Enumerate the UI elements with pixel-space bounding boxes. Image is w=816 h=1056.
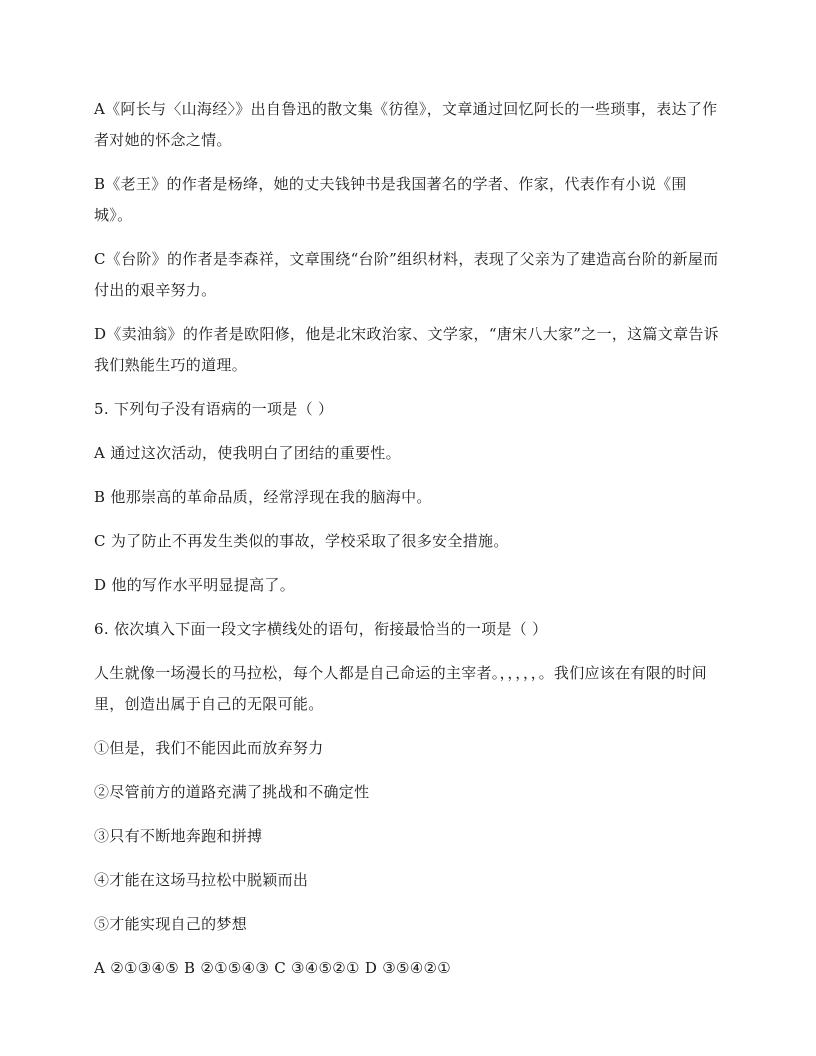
q6-sentence-4: ④才能在这场马拉松中脱颖而出 [94, 871, 309, 889]
q4-option-c: C《台阶》的作者是李森祥，文章围绕“台阶”组织材料，表现了父亲为了建造高台阶的新屋而付出的艰辛努力。 [94, 250, 719, 299]
q6-sentence-1: ①但是，我们不能因此而放弃努力 [94, 739, 324, 757]
q5-option-d: D 他的写作水平明显提高了。 [94, 576, 295, 594]
document-page [94, 94, 724, 997]
q5-stem: 5. 下列句子没有语病的一项是（ ） [94, 400, 334, 418]
q5-option-c: C 为了防止不再发生类似的事故，学校采取了很多安全措施。 [94, 532, 509, 550]
q6-answer-options: A ②①③④⑤ B ②①⑤④③ C ③④⑤②① D ③⑤④②① [94, 959, 451, 977]
q6-sentence-2: ②尽管前方的道路充满了挑战和不确定性 [94, 783, 370, 801]
q6-sentence-3: ③只有不断地奔跑和拼搏 [94, 827, 263, 845]
q5-option-a: A 通过这次活动，使我明白了团结的重要性。 [94, 444, 401, 462]
q6-stem: 6. 依次填入下面一段文字横线处的语句，衔接最恰当的一项是（ ） [94, 620, 548, 638]
q5-option-b: B 他那崇高的革命品质，经常浮现在我的脑海中。 [94, 488, 432, 506]
q4-option-b: B《老王》的作者是杨绛，她的丈夫钱钟书是我国著名的学者、作家，代表作有小说《围城》。 [94, 175, 687, 224]
q4-option-d: D《卖油翁》的作者是欧阳修，他是北宋政治家、文学家，“唐宋八大家”之一，这篇文章告诉我们熟能生巧的道理。 [94, 325, 719, 374]
q6-sentence-5: ⑤才能实现自己的梦想 [94, 915, 248, 933]
q6-passage: 人生就像一场漫长的马拉松，每个人都是自己命运的主宰者。，，，，，。我们应该在有限的时间里，创造出属于自己的无限可能。 [94, 664, 707, 713]
q4-option-a: A《阿长与〈山海经〉》出自鲁迅的散文集《彷徨》，文章通过回忆阿长的一些琐事，表达了作者对她的怀念之情。 [94, 100, 718, 149]
